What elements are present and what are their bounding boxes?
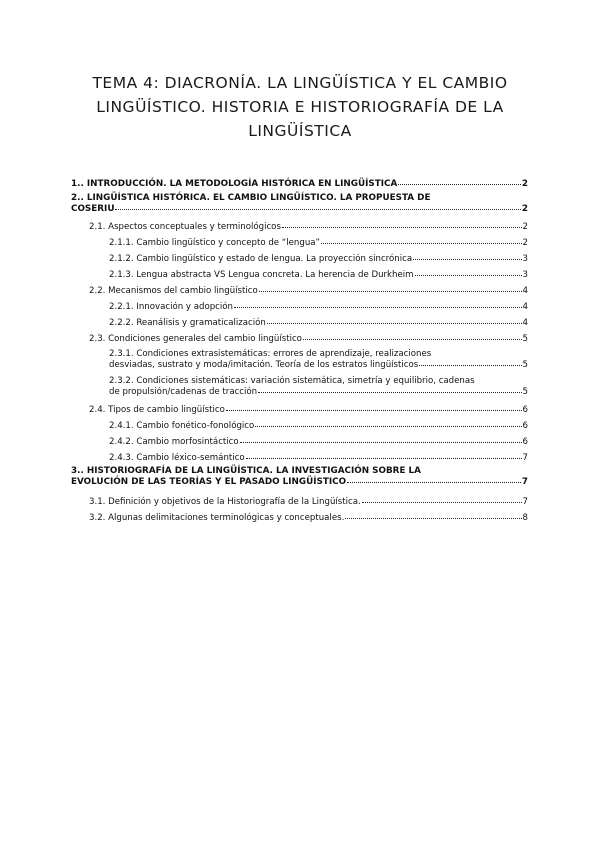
toc-entry-text: 2.1.2. Cambio lingüístico y estado de lengua. La proyección sincrónica bbox=[109, 254, 413, 264]
toc-entry-2-3-1[interactable] bbox=[109, 349, 528, 370]
toc-leader-dots bbox=[362, 502, 522, 503]
toc-entry-text: de propulsión/cadenas de tracción bbox=[109, 386, 258, 397]
toc-entry-2-4-3[interactable] bbox=[109, 453, 528, 464]
toc-entry-text: 2.1.1. Cambio lingüístico y concepto de “lengua” bbox=[109, 238, 321, 248]
toc-page-number: 3 bbox=[522, 254, 528, 264]
toc-entry-text: 3.1. Definición y objetivos de la Historiografía de la Lingüística. bbox=[89, 497, 361, 507]
toc-entry-2-2[interactable] bbox=[89, 286, 528, 297]
toc-leader-dots bbox=[419, 365, 521, 366]
toc-page-number: 6 bbox=[522, 421, 528, 431]
toc-leader-dots bbox=[413, 259, 521, 260]
toc-entry-2-1[interactable] bbox=[89, 222, 528, 233]
toc-page-number: 7 bbox=[522, 453, 528, 463]
toc-leader-dots bbox=[258, 392, 521, 393]
toc-entry-2-4-1[interactable] bbox=[109, 421, 528, 432]
toc-page-number: 5 bbox=[522, 386, 528, 397]
toc-entry-text: 2.1. Aspectos conceptuales y terminológicos bbox=[89, 222, 281, 232]
toc-page-number: 6 bbox=[522, 405, 528, 415]
toc-entry-text: 1.. INTRODUCCIÓN. LA METODOLOGÍA HISTÓRICA EN LINGÜÍSTICA bbox=[71, 179, 398, 189]
toc-entry-2-1-1[interactable] bbox=[109, 238, 528, 249]
toc-leader-dots bbox=[259, 291, 522, 292]
document-title: TEMA 4: DIACRONÍA. LA LINGÜÍSTICA Y EL CAMBIO LINGÜÍSTICO. HISTORIA E HISTORIOGRAFÍA DE LA LINGÜÍSTICA bbox=[92, 74, 508, 140]
toc-entry-3-1[interactable] bbox=[89, 497, 528, 508]
toc-leader-dots bbox=[255, 426, 521, 427]
toc-page-number: 5 bbox=[522, 334, 528, 344]
toc-leader-dots bbox=[246, 458, 522, 459]
toc-leader-dots bbox=[240, 442, 522, 443]
toc-page-number: 2 bbox=[522, 238, 528, 248]
toc-entry-text-line1: 3.. HISTORIOGRAFÍA DE LA LINGÜÍSTICA. LA INVESTIGACIÓN SOBRE LA bbox=[71, 466, 421, 476]
toc-entry-1[interactable] bbox=[71, 179, 528, 190]
toc-entry-3-2[interactable] bbox=[89, 513, 528, 524]
toc-entry-text: 2.1.3. Lengua abstracta VS Lengua concreta. La herencia de Durkheim bbox=[109, 270, 414, 280]
toc-entry-text: 2.4. Tipos de cambio lingüístico bbox=[89, 405, 225, 415]
toc-entry-2-2-1[interactable] bbox=[109, 302, 528, 313]
toc-entry-text: 2.2. Mecanismos del cambio lingüístico bbox=[89, 286, 258, 296]
toc-page-number: 7 bbox=[521, 476, 528, 487]
toc-entry-2[interactable] bbox=[71, 193, 528, 214]
toc-entry-text: 2.4.2. Cambio morfosintáctico bbox=[109, 437, 239, 447]
toc-page-number: 2 bbox=[521, 179, 528, 189]
toc-leader-dots bbox=[321, 243, 522, 244]
toc-leader-dots bbox=[345, 518, 521, 519]
toc-entry-text-line1: 2.3.2. Condiciones sistemáticas: variación sistemática, simetría y equilibrio, cadenas bbox=[109, 376, 475, 386]
toc-page-number: 2 bbox=[522, 222, 528, 232]
toc-entry-2-1-2[interactable] bbox=[109, 254, 528, 265]
toc-entry-2-3[interactable] bbox=[89, 334, 528, 345]
toc-leader-dots bbox=[398, 184, 521, 185]
toc-entry-text-line1: 2.. LINGÜÍSTICA HISTÓRICA. EL CAMBIO LINGÜÍSTICO. LA PROPUESTA DE bbox=[71, 193, 431, 203]
toc-page-number: 7 bbox=[522, 497, 528, 507]
toc-entry-text: 2.2.2. Reanálisis y gramaticalización bbox=[109, 318, 266, 328]
toc-page-number: 4 bbox=[522, 302, 528, 312]
toc-page-number: 4 bbox=[522, 286, 528, 296]
toc-leader-dots bbox=[303, 339, 522, 340]
toc-entry-text: 2.4.1. Cambio fonético-fonológico bbox=[109, 421, 255, 431]
toc-leader-dots bbox=[347, 482, 521, 483]
toc-entry-2-4-2[interactable] bbox=[109, 437, 528, 448]
toc-entry-text: 2.3. Condiciones generales del cambio lingüístico bbox=[89, 334, 302, 344]
toc-page-number: 6 bbox=[522, 437, 528, 447]
toc-leader-dots bbox=[267, 323, 522, 324]
toc-page-number: 2 bbox=[521, 203, 528, 214]
toc-page-number: 5 bbox=[522, 359, 528, 370]
toc-entry-3[interactable] bbox=[71, 466, 528, 487]
toc-page-number: 8 bbox=[522, 513, 528, 523]
toc-entry-text: COSERIU bbox=[71, 203, 115, 214]
toc-leader-dots bbox=[115, 209, 520, 210]
toc-page-number: 4 bbox=[522, 318, 528, 328]
toc-entry-text: 3.2. Algunas delimitaciones terminológicas y conceptuales. bbox=[89, 513, 345, 523]
toc-entry-text-line1: 2.3.1. Condiciones extrasistemáticas: errores de aprendizaje, realizaciones bbox=[109, 349, 432, 359]
toc-entry-2-3-2[interactable] bbox=[109, 376, 528, 397]
toc-leader-dots bbox=[282, 227, 522, 228]
toc-entry-text: EVOLUCIÓN DE LAS TEORÍAS Y EL PASADO LINGÜÍSTICO bbox=[71, 476, 347, 487]
toc-page-number: 3 bbox=[522, 270, 528, 280]
toc-entry-text: 2.2.1. Innovación y adopción bbox=[109, 302, 233, 312]
toc-entry-text: desviadas, sustrato y moda/imitación. Teoría de los estratos lingüísticos bbox=[109, 359, 419, 370]
toc-entry-2-4[interactable] bbox=[89, 405, 528, 416]
toc-leader-dots bbox=[234, 307, 522, 308]
toc-entry-2-1-3[interactable] bbox=[109, 270, 528, 281]
toc-entry-2-2-2[interactable] bbox=[109, 318, 528, 329]
toc-entry-text: 2.4.3. Cambio léxico-semántico bbox=[109, 453, 245, 463]
toc-leader-dots bbox=[415, 275, 522, 276]
toc-leader-dots bbox=[226, 410, 522, 411]
